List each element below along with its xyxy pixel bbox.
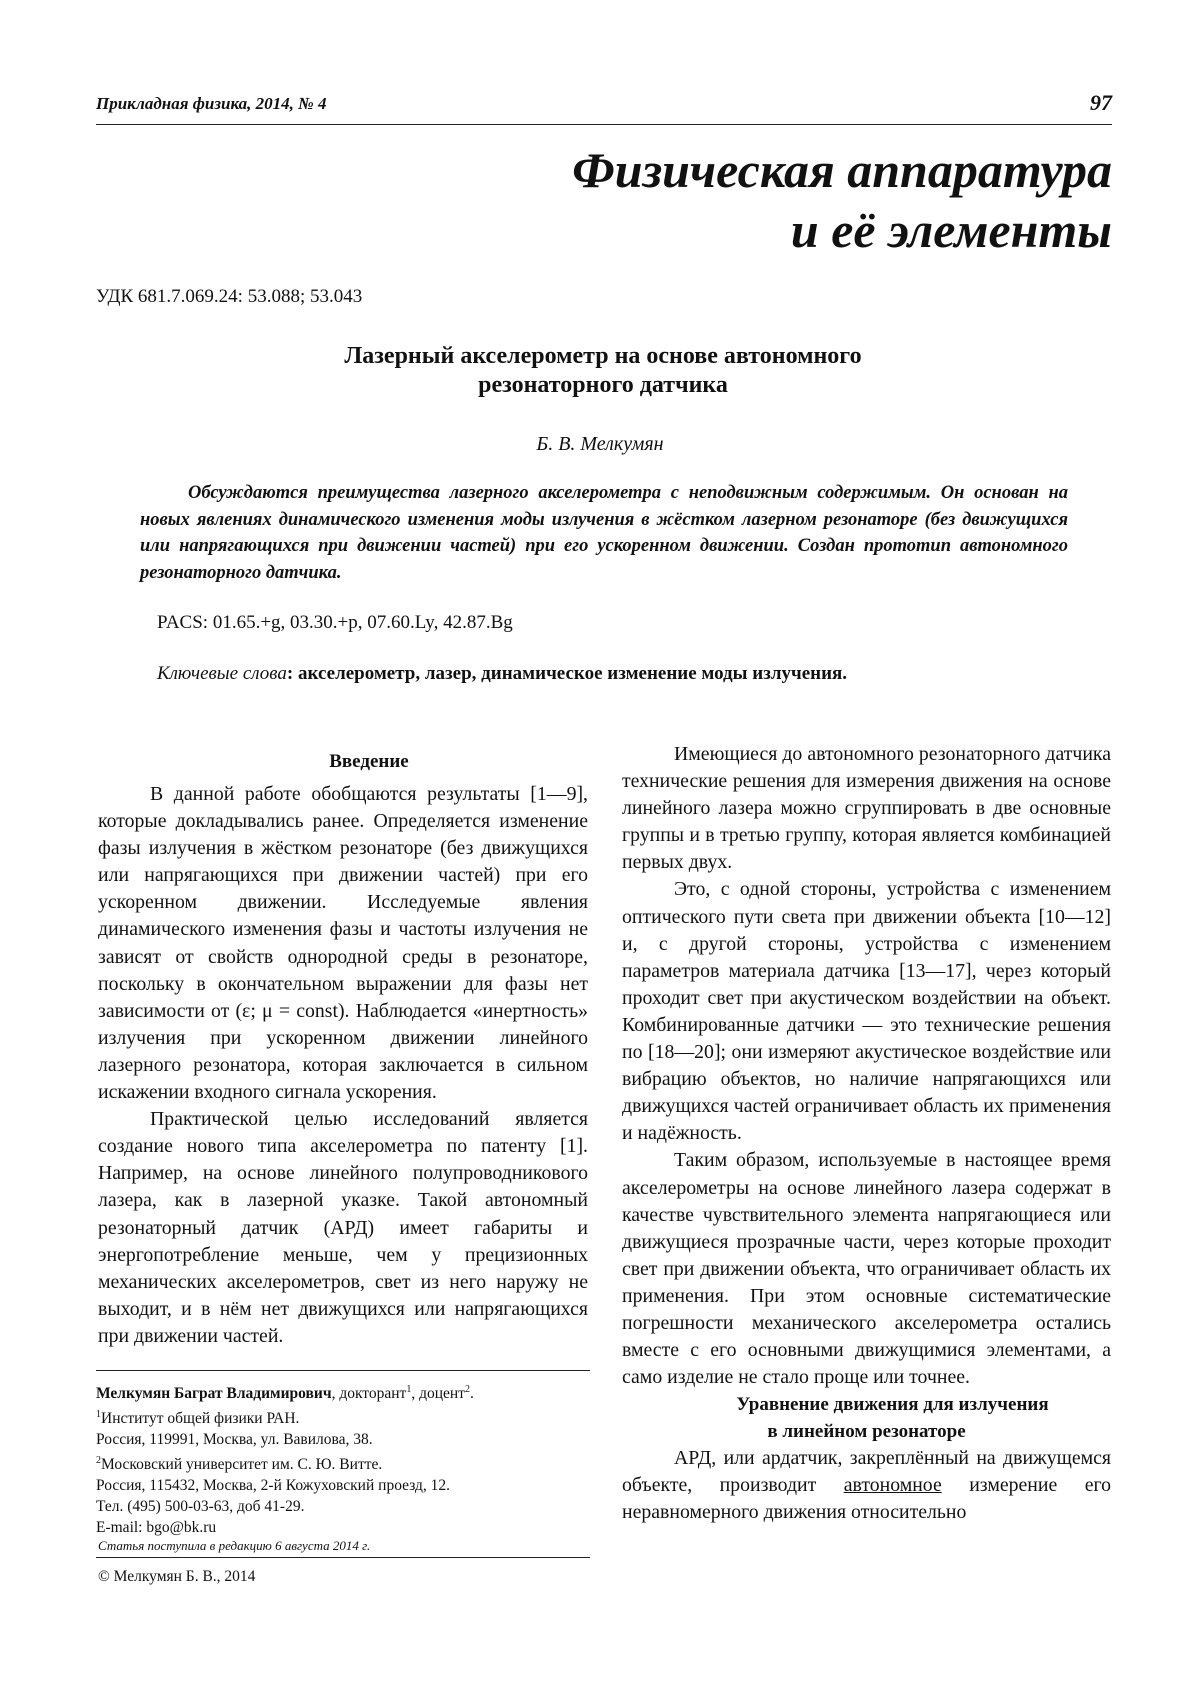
author-footnote xyxy=(96,1370,590,1538)
institution-2: Московский университет им. С. Ю. Витте. xyxy=(101,1456,383,1474)
paragraph: В данной работе обобщаются результаты [1—9], которые докладывались ранее. Определяется изменение фазы излучения в жёстком резонаторе (без движущихся или напрягающихся при движении частей) при его ускоренном движении. Исследуемые явления динамического изменения фазы и частоты излучения не зависят от свойств однородной среды в резонаторе, поскольку в окончательном выражении для фазы нет зависимости от (ε; μ = const). Наблюдается «инертность» излучения при ускоренном движении линейного лазерного резонатора, которая заключается в сильном искажении входного сигнала ускорения. xyxy=(98,783,588,1104)
author-name: Б. В. Мелкумян xyxy=(536,433,664,455)
footnote-sup: 2 xyxy=(96,1455,101,1467)
keywords-text: : акселерометр, лазер, динамическое изменение моды излучения. xyxy=(286,663,848,684)
page-number: 97 xyxy=(1090,90,1112,115)
pacs-codes: PACS: 01.65.+g, 03.30.+p, 07.60.Ly, 42.87.Bg xyxy=(157,612,513,633)
footnote-institution-2 xyxy=(96,1450,590,1475)
equation-section-heading xyxy=(622,1391,1111,1445)
right-column xyxy=(622,741,1111,1527)
footnote-email: E-mail: bgo@bk.ru xyxy=(96,1519,217,1537)
received-date: Статья поступила в редакцию 6 августа 2014 г. xyxy=(98,1538,371,1553)
abstract: Обсуждаются преимущества лазерного акселерометра с неподвижным содержимым. Он основан на новых явлениях динамического изменения моды излучения в жёстком лазерном резонаторе (без движущихся или напрягающихся при движении частей) при его ускоренном движении. Создан прототип автономного резонаторного датчика. xyxy=(140,483,1068,583)
footnote-sup: 1 xyxy=(96,1409,101,1421)
footnote-degree-2: , доцент xyxy=(411,1385,465,1403)
intro-heading: Введение xyxy=(329,751,409,772)
article-title-line2: резонаторного датчика xyxy=(478,372,728,398)
paragraph: Практической целью исследований является создание нового типа акселерометра по патенту [1]. Например, на основе линейного полупроводникового лазера, как в лазерной указке. Такой автономный резонаторный датчик (АРД) имеет габариты и энергопотребление меньше, чем у прецизионных механических акселерометров, свет из него наружу не выходит, и в нём нет движущихся или напрягающихся при движении частей. xyxy=(98,1108,588,1347)
running-header xyxy=(96,90,1112,125)
footnote-institution-1 xyxy=(96,1404,590,1429)
footnote-author-name: Мелкумян Баграт Владимирович xyxy=(96,1385,332,1403)
section-heading-line1: Физическая аппаратура xyxy=(572,142,1112,198)
paragraph: Таким образом, используемые в настоящее время акселерометры на основе линейного лазера содержат в качестве чувствительного элемента напрягающиеся или движущиеся прозрачные части, через которые проходит свет при движении объекта, что ограничивает область их применения. При этом основные систематические погрешности механического акселерометра остались вместе с его основными движущимися элементами, а само изделие не стало проще или точнее. xyxy=(622,1149,1111,1389)
udc-code: УДК 681.7.069.24: 53.088; 53.043 xyxy=(96,286,363,307)
section-heading xyxy=(312,140,1112,260)
keywords xyxy=(157,663,847,685)
paragraph-text-start: АРД, или ардатчик, закреплённый на движущемся объекте, производит xyxy=(622,1447,1111,1497)
paragraph-text-end: измерение его неравномерного движения относительно xyxy=(622,1474,1111,1524)
keywords-label: Ключевые слова xyxy=(157,663,287,684)
footnote-sup: 1 xyxy=(406,1384,412,1395)
section-heading-line2: и её элементы xyxy=(790,202,1112,258)
footnote-degree-1: , докторант xyxy=(331,1385,407,1403)
article-title xyxy=(150,342,1056,400)
journal-name: Прикладная физика, 2014, № 4 xyxy=(96,94,327,113)
paragraph: Это, с одной стороны, устройства с изменением оптического пути света при движении объекта [10—12] и, с другой стороны, устройства с изменением параметров материала датчика [13—17], через который проходит свет при акустическом воздействии на объект. Комбинированные датчики — это технические решения по [18—20]; они измеряют акустическое воздействие или вибрацию объектов, но наличие напрягающихся или движущихся частей ограничивает область их применения и надёжность. xyxy=(622,878,1111,1145)
left-column xyxy=(98,748,588,1350)
footnote-address-2: Россия, 115432, Москва, 2-й Кожуховский проезд, 12. xyxy=(96,1477,451,1495)
institution-1: Институт общей физики РАН. xyxy=(101,1410,300,1428)
footnote-phone: Тел. (495) 500-03-63, доб 41-29. xyxy=(96,1498,305,1516)
paragraph: Имеющиеся до автономного резонаторного датчика технические решения для измерения движения на основе линейного лазера можно сгруппировать в две основные группы и в третью группу, которая является комбинацией первых двух. xyxy=(622,743,1111,874)
underlined-word: автономное xyxy=(843,1474,942,1497)
footnote-period: . xyxy=(469,1385,474,1403)
paragraph xyxy=(622,1445,1111,1526)
footnote-sup: 2 xyxy=(464,1384,470,1395)
equation-heading-line2: в линейном резонаторе xyxy=(767,1421,966,1443)
article-title-line1: Лазерный акселерометр на основе автономного xyxy=(344,343,862,369)
footnote-author-line xyxy=(96,1379,590,1404)
copyright-divider xyxy=(96,1557,590,1558)
footnote-address-1: Россия, 119991, Москва, ул. Вавилова, 38. xyxy=(96,1431,373,1449)
copyright: © Мелкумян Б. В., 2014 xyxy=(98,1568,256,1585)
equation-heading-line1: Уравнение движения для излучения xyxy=(736,1394,1049,1416)
